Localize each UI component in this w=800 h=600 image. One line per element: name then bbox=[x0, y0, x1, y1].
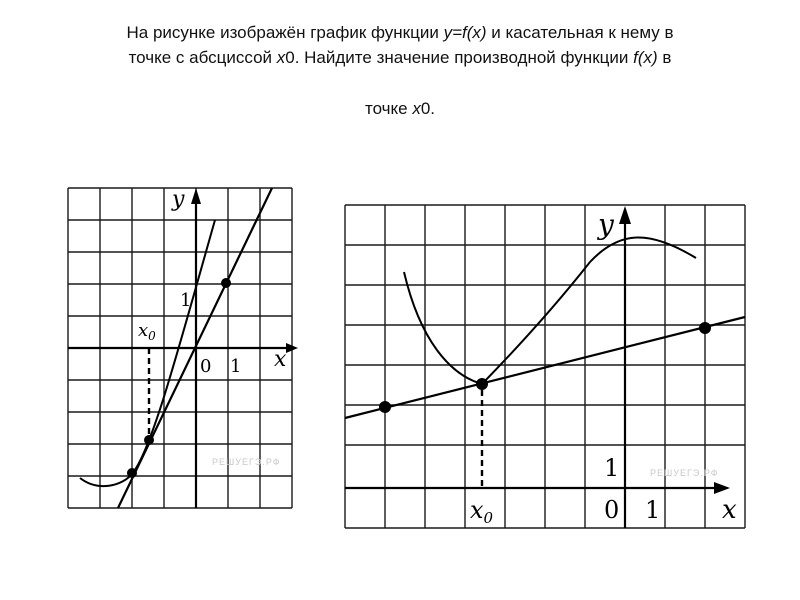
graph-right-origin-label: 0 bbox=[604, 496, 620, 524]
graph-left-y-label: y bbox=[172, 187, 185, 212]
graph-left-y-arrow bbox=[191, 188, 201, 204]
graph-left-point-x0 bbox=[144, 435, 154, 445]
graph-left-origin-label: 0 bbox=[200, 356, 212, 377]
graph-right-watermark: РЕШУЕГЭ.РФ bbox=[650, 468, 719, 478]
task-line-3: точке x0. bbox=[364, 99, 436, 118]
graph-left-point-high bbox=[221, 278, 231, 288]
graph-right bbox=[340, 200, 760, 530]
graph-left-x0-label: $x_0$ bbox=[138, 320, 156, 343]
graph-right-x-arrow bbox=[714, 482, 730, 494]
graph-right-point-left bbox=[379, 401, 391, 413]
graph-left-x-label: x bbox=[274, 347, 287, 372]
graph-right-one-x-label: 1 bbox=[645, 496, 661, 524]
task-text bbox=[60, 20, 740, 121]
graph-left-point-low bbox=[127, 468, 137, 478]
task-line-2: точке с абсциссой x0. Найдите значение производной функции f(x) в bbox=[128, 48, 672, 67]
graph-right-function-curve bbox=[404, 237, 696, 384]
graph-right-x0-label: $x_0$ bbox=[470, 496, 494, 527]
graph-left-one-x-label: 1 bbox=[230, 356, 242, 377]
graph-left-one-y-label: 1 bbox=[180, 290, 192, 311]
graph-right-x-label: x bbox=[722, 495, 737, 525]
graph-right-point-x0 bbox=[476, 378, 488, 390]
graph-right-y-label: y bbox=[598, 208, 614, 241]
graph-right-y-arrow bbox=[619, 206, 631, 224]
task-line-1: На рисунке изображён график функции y=f(x) и касательная к нему в bbox=[126, 23, 674, 42]
graph-right-one-y-label: 1 bbox=[604, 454, 620, 482]
graph-left bbox=[60, 180, 300, 510]
graph-left-watermark: РЕШУЕГЭ.РФ bbox=[212, 457, 281, 467]
graph-right-point-right bbox=[699, 322, 711, 334]
